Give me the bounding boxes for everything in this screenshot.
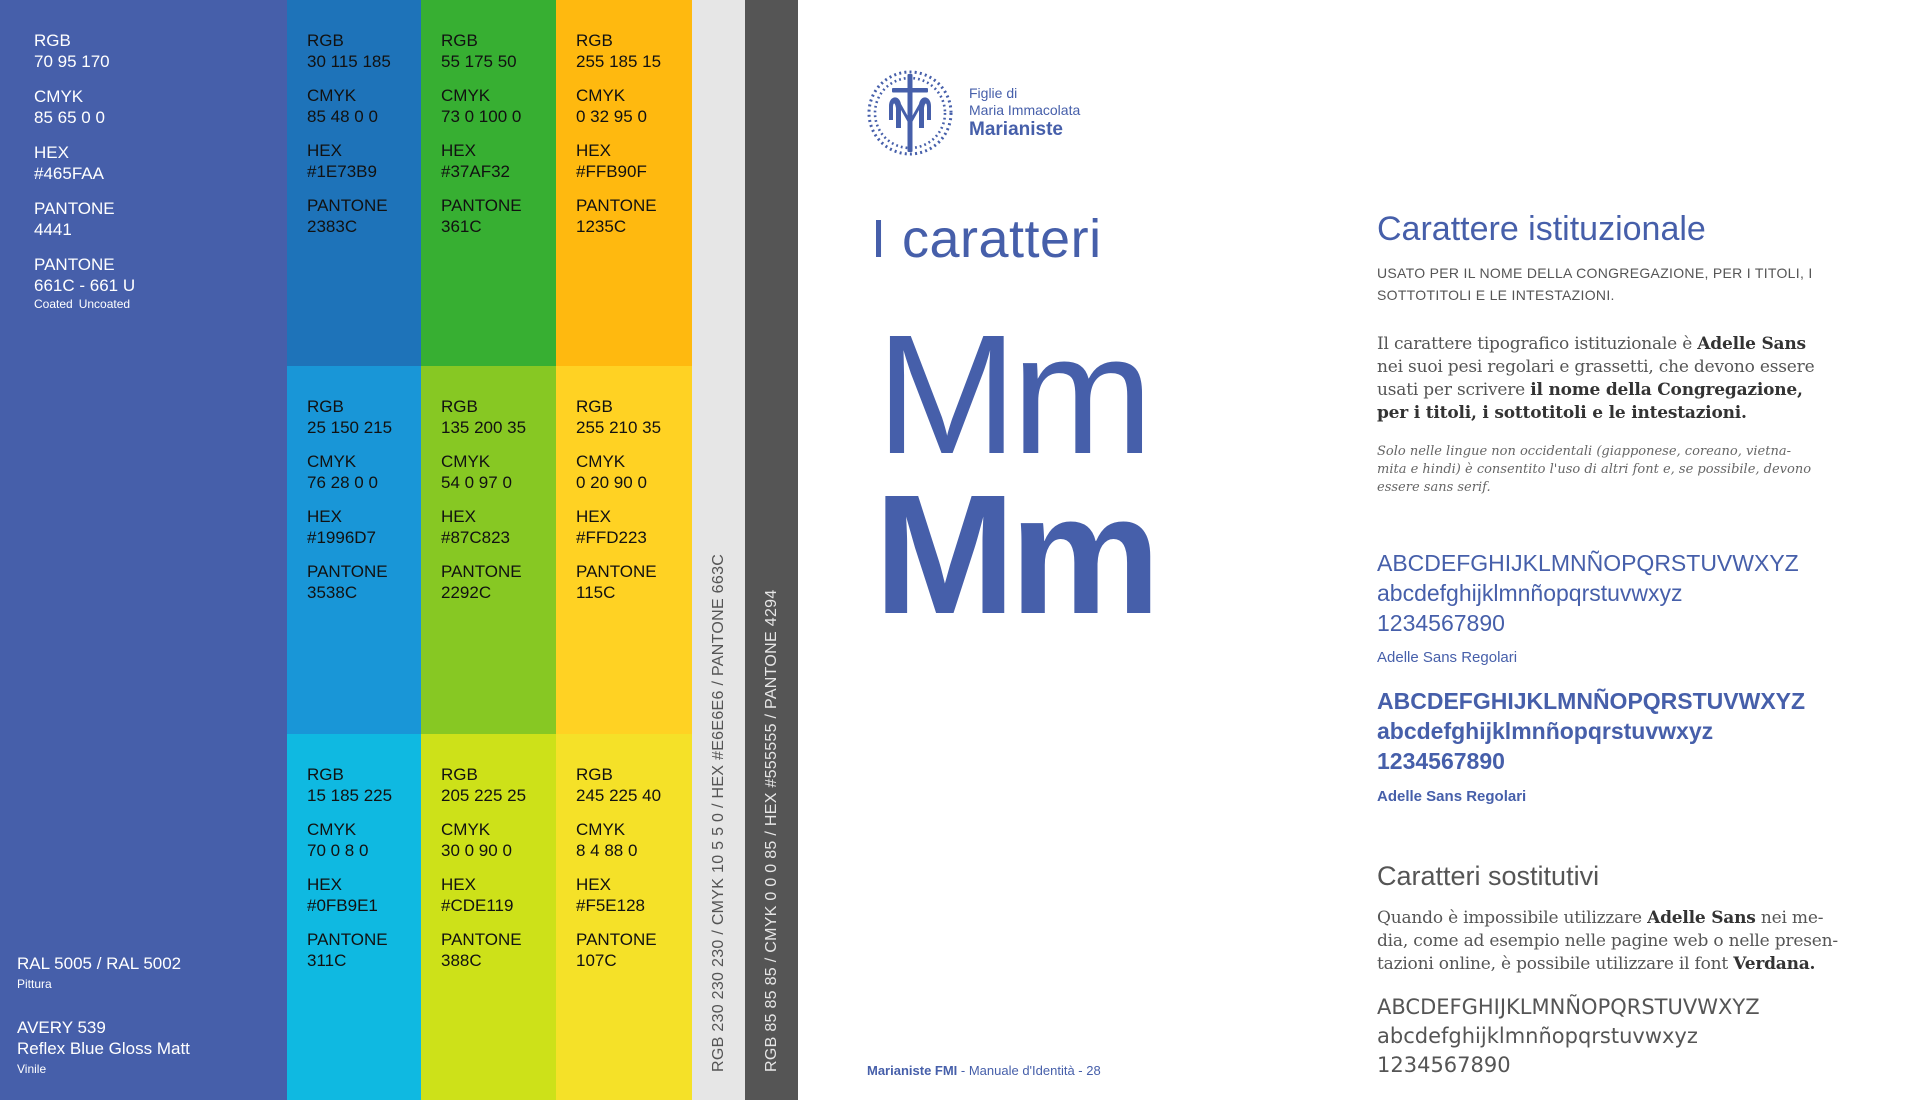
spec-cmyk [307,819,392,861]
note-line: mita e hindi) è consentito l'uso di altri font e, se possibile, devono [1377,462,1812,477]
alphabet-line: 1234567890 [1377,748,1505,774]
logo-text [969,85,1080,141]
spec-label: CMYK [441,86,491,105]
logo-line-2: Maria Immacolata [969,102,1081,118]
spec-value: #1996D7 [307,528,377,547]
spec-value: #37AF32 [441,162,510,181]
alphabet-verdana [1377,993,1857,1080]
spec-value: #F5E128 [576,896,645,915]
spec-cmyk [441,85,522,127]
swatch-specs [307,30,391,250]
spec-label: HEX [34,143,69,162]
spec-value: 2292C [441,583,492,602]
spec-label: HEX [307,875,342,894]
spec-value: #FFD223 [576,528,647,547]
spec-value: 30 115 185 [307,52,391,71]
spec-value: #0FB9E1 [307,896,378,915]
swatch-specs [576,30,661,250]
spec-pantone [441,195,522,237]
spec-value: #1E73B9 [307,162,377,181]
spec-label: PANTONE [34,255,115,274]
institutional-body [1377,333,1857,425]
spec-label: HEX [307,141,342,160]
spec-value: 205 225 25 [441,786,527,805]
spec-label: RGB [441,765,478,784]
spec-pantone [34,198,136,240]
body-line [1377,333,1857,356]
body-bold: Adelle Sans [1697,334,1806,354]
spec-cmyk [441,819,526,861]
spec-value: #87C823 [441,528,511,547]
substitute-body [1377,907,1857,976]
swatch-specs [441,396,526,616]
spec-value: 8 4 88 0 [576,841,638,860]
institutional-note [1377,443,1857,497]
alphabet-bold-caption: Adelle Sans Regolari [1377,788,1527,805]
note-line: Solo nelle lingue non occidentali (giapponese, coreano, vietna- [1377,444,1791,459]
spec-pantone [576,195,661,237]
alphabet-line: abcdefghijklmnñopqrstuvwxyz [1377,1024,1698,1048]
spec-label: HEX [441,875,476,894]
spec-value: 3538C [307,583,358,602]
body-line [1377,907,1857,930]
spec-value: 15 185 225 [307,786,393,805]
body-line [1377,953,1857,976]
substitute-title: Caratteri sostitutivi [1377,861,1600,891]
spec-value: 30 0 90 0 [441,841,512,860]
spec-pantone [576,561,661,603]
spec-label: RGB [441,31,478,50]
spec-hex [307,140,391,182]
spec-rgb [307,764,392,806]
avery-title: AVERY 539 [17,1018,106,1037]
spec-value: 135 200 35 [441,418,527,437]
main-color-specs [34,30,136,325]
gray-light-specs: RGB 230 230 230 / CMYK 10 5 5 0 / HEX #E6E6E6 / PANTONE 663C [709,553,727,1072]
alphabet-line: ABCDEFGHIJKLMNÑOPQRSTUVWXYZ [1377,550,1799,576]
spec-label: RGB [576,397,613,416]
page-footer [867,1063,1101,1078]
spec-value: 361C [441,217,482,236]
alphabet-regular-caption: Adelle Sans Regolari [1377,649,1518,666]
spec-label: RGB [576,765,613,784]
swatch-specs [441,764,526,984]
spec-value: 2383C [307,217,358,236]
color-swatch [287,0,421,366]
alphabet-bold [1377,686,1857,776]
specimen-regular: Mm [876,300,1148,490]
spec-value: 85 48 0 0 [307,107,378,126]
spec-value: 107C [576,951,617,970]
spec-value: 0 32 95 0 [576,107,647,126]
spec-value: 76 28 0 0 [307,473,378,492]
spec-label: RGB [34,31,71,50]
body-bold: Verdana. [1733,954,1816,974]
body-text: usati per scrivere [1377,380,1531,400]
color-swatch [287,734,421,1100]
caps-line: USATO PER IL NOME DELLA CONGREGAZIONE, PER I TITOLI, I [1377,265,1813,281]
spec-pantone [307,195,391,237]
logo-line-1: Figlie di [969,85,1018,101]
spec-value: #FFB90F [576,162,647,181]
swatch-specs [441,30,522,250]
spec-label: RGB [307,31,344,50]
institutional-title: Carattere istituzionale [1377,210,1706,248]
color-swatch [287,366,421,734]
spec-value: 0 20 90 0 [576,473,647,492]
color-swatch [556,0,692,366]
swatch-specs [307,764,392,984]
body-bold: Adelle Sans [1647,908,1756,928]
footer-brand: Marianiste FMI [867,1063,958,1078]
alphabet-line: abcdefghijklmnñopqrstuvwxyz [1377,580,1683,606]
alphabet-line: 1234567890 [1377,1053,1511,1077]
spec-label: HEX [576,141,611,160]
spec-label: PANTONE [576,930,657,949]
gray-dark-strip [745,0,798,1100]
spec-label: PANTONE [307,930,388,949]
spec-label: PANTONE [576,196,657,215]
avery-subtitle: Reflex Blue Gloss Matt [17,1039,190,1058]
spec-label: HEX [307,507,342,526]
spec-value: 70 95 170 [34,52,110,71]
spec-rgb [576,764,661,806]
body-line: nei suoi pesi regolari e grassetti, che devono essere [1377,357,1815,377]
spec-cmyk [576,819,661,861]
spec-hex [576,506,661,548]
spec-cmyk [576,85,661,127]
spec-rgb [441,30,522,72]
logo [865,68,1080,158]
body-text: tazioni online, è possibile utilizzare il font [1377,954,1734,974]
spec-hex [576,874,661,916]
spec-label: CMYK [441,820,491,839]
spec-label: RGB [307,765,344,784]
body-bold: il nome della Congregazione, [1530,380,1803,400]
body-line: dia, come ad esempio nelle pagine web o nelle presen- [1377,931,1838,951]
spec-hex [307,506,392,548]
spec-value: 255 210 35 [576,418,662,437]
spec-value: 1235C [576,217,627,236]
spec-label: PANTONE [441,930,522,949]
gray-light-strip [692,0,745,1100]
spec-hex [34,142,136,184]
caps-line: SOTTOTITOLI E LE INTESTAZIONI. [1377,287,1615,303]
spec-value: #CDE119 [441,896,514,915]
institutional-caps [1377,262,1857,306]
spec-cmyk [34,86,136,128]
spec-value: 70 0 8 0 [307,841,369,860]
spec-cmyk [576,451,661,493]
spec-pantone [441,929,526,971]
spec-label: CMYK [307,452,357,471]
color-swatch [556,366,692,734]
color-swatch [421,366,556,734]
spec-rgb [34,30,136,72]
spec-hex [576,140,661,182]
marianiste-cross-icon [865,68,955,158]
spec-pantone [307,929,392,971]
spec-value: 115C [576,583,616,602]
ral-block [17,953,181,992]
spec-label: CMYK [34,87,84,106]
spec-rgb [441,396,526,438]
main-color-column [0,0,287,1100]
page-title: I caratteri [871,209,1102,269]
spec-rgb [576,30,661,72]
spec-value: 73 0 100 0 [441,107,522,126]
spec-label: HEX [441,141,476,160]
body-line [1377,379,1857,402]
specimen-bold: Mm [874,460,1155,650]
spec-label: CMYK [307,820,357,839]
gray-dark-specs: RGB 85 85 85 / CMYK 0 0 0 85 / HEX #555555 / PANTONE 4294 [762,589,780,1072]
spec-label: RGB [307,397,344,416]
spec-value: 311C [307,951,347,970]
spec-rgb [307,396,392,438]
spec-label: CMYK [576,86,626,105]
spec-value: 55 175 50 [441,52,517,71]
note-coated: Coated [34,297,73,311]
spec-hex [441,140,522,182]
spec-label: HEX [576,875,611,894]
spec-value: 85 65 0 0 [34,108,105,127]
body-text: nei me- [1755,908,1824,928]
spec-label: PANTONE [441,196,522,215]
note-line: essere sans serif. [1377,480,1491,495]
spec-value: 25 150 215 [307,418,393,437]
spec-label: PANTONE [576,562,657,581]
spec-rgb [307,30,391,72]
spec-pantone [576,929,661,971]
spec-hex [307,874,392,916]
spec-pantone [441,561,526,603]
note-uncoated: Uncoated [78,297,131,311]
color-swatch [556,734,692,1100]
pantone-notes [34,297,136,311]
spec-value: 255 185 15 [576,52,662,71]
color-swatch [421,0,556,366]
spec-cmyk [441,451,526,493]
spec-label: PANTONE [34,199,115,218]
spec-label: CMYK [307,86,357,105]
spec-cmyk [307,451,392,493]
body-text: Quando è impossibile utilizzare [1377,908,1648,928]
spec-label: RGB [576,31,613,50]
spec-value: 388C [441,951,482,970]
logo-line-3: Marianiste [969,119,1063,140]
swatch-specs [576,396,661,616]
spec-value: 54 0 97 0 [441,473,512,492]
spec-pantone [307,561,392,603]
spec-rgb [576,396,661,438]
spec-hex [441,874,526,916]
spec-value: 245 225 40 [576,786,662,805]
ral-note: Pittura [17,977,52,991]
spec-rgb [441,764,526,806]
ral-title: RAL 5005 / RAL 5002 [17,954,182,973]
spec-cmyk [307,85,391,127]
spec-label: PANTONE [307,196,388,215]
alphabet-line: abcdefghijklmnñopqrstuvwxyz [1377,718,1714,744]
spec-label: HEX [576,507,611,526]
alphabet-line: 1234567890 [1377,610,1505,636]
spec-value: 661C - 661 U [34,276,136,295]
avery-note: Vinile [17,1062,47,1076]
spec-label: CMYK [441,452,491,471]
alphabet-regular [1377,548,1857,638]
body-bold: per i titoli, i sottotitoli e le intestazioni. [1377,403,1747,423]
spec-label: CMYK [576,820,626,839]
spec-hex [441,506,526,548]
spec-label: RGB [441,397,478,416]
body-text: Il carattere tipografico istituzionale è [1377,334,1698,354]
spec-value: #465FAA [34,164,104,183]
swatch-specs [576,764,661,984]
spec-label: CMYK [576,452,626,471]
color-swatch [421,734,556,1100]
spec-value: 4441 [34,220,72,239]
spec-label: PANTONE [441,562,522,581]
swatch-specs [307,396,392,616]
alphabet-line: ABCDEFGHIJKLMNÑOPQRSTUVWXYZ [1377,688,1806,714]
alphabet-line: ABCDEFGHIJKLMNÑOPQRSTUVWXYZ [1377,995,1760,1019]
avery-block [17,1017,190,1077]
spec-label: PANTONE [307,562,388,581]
spec-label: HEX [441,507,476,526]
footer-text: - Manuale d'Identità - 28 [957,1063,1101,1078]
body-line [1377,402,1857,425]
spec-pantone-coated [34,254,136,311]
